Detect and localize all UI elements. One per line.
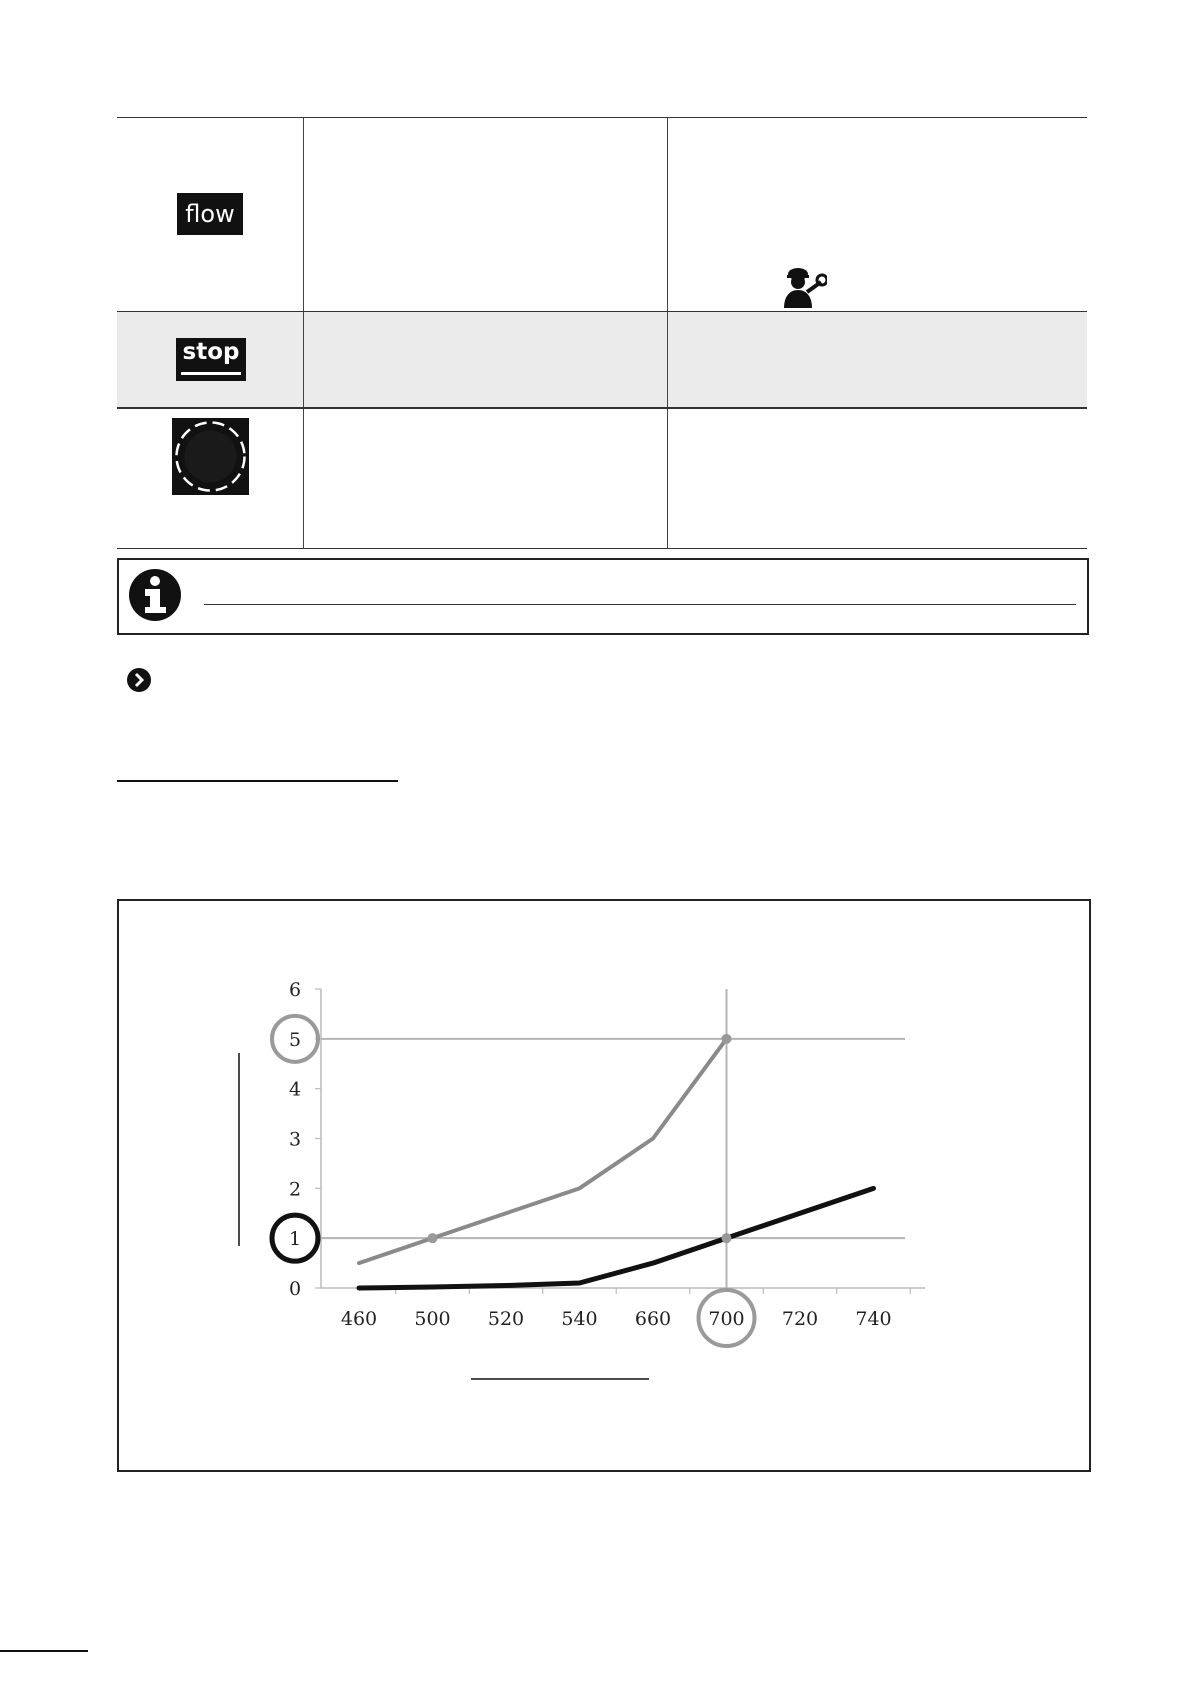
info-box (117, 558, 1089, 635)
series-line (359, 1039, 727, 1263)
table-row-rule-2 (117, 407, 1087, 409)
x-tick-label: 460 (340, 1308, 378, 1330)
table-bottom-rule (117, 548, 1087, 549)
series-point (722, 1233, 732, 1243)
series-point (722, 1034, 732, 1044)
y-tick-label: 4 (288, 1078, 302, 1101)
x-tick-label: 500 (414, 1308, 451, 1330)
y-tick-label: 2 (288, 1178, 302, 1201)
table-row-stop-shade (117, 311, 1087, 407)
table-col-divider-1b (303, 311, 304, 407)
x-tick-label: 540 (561, 1308, 598, 1330)
table-col-divider-2b (667, 311, 668, 407)
x-tick-label: 700 (708, 1308, 745, 1330)
cycle-icon-graphic (172, 418, 249, 495)
y-tick-label: 6 (288, 979, 302, 1001)
cycle-icon (172, 418, 249, 495)
x-tick-label: 520 (487, 1308, 525, 1330)
series-point (428, 1233, 438, 1243)
footer-rule (0, 1650, 88, 1652)
service-technician-icon (781, 266, 827, 310)
table-row-rule-1 (117, 311, 1087, 312)
chevron-right-icon (127, 668, 151, 692)
stop-icon-label: stop (182, 339, 240, 365)
x-tick-label: 740 (855, 1308, 892, 1330)
stop-icon (176, 338, 246, 381)
x-tick-label: 720 (781, 1308, 819, 1330)
info-text-line (204, 604, 1076, 605)
stop-icon-underline (181, 372, 241, 375)
y-tick-label: 3 (288, 1128, 302, 1151)
line-chart (119, 901, 1085, 1466)
y-tick-label: 5 (288, 1028, 302, 1051)
flow-icon-label: flow (185, 200, 235, 228)
y-tick-label: 1 (288, 1228, 302, 1251)
info-icon (128, 568, 182, 622)
flow-icon (177, 193, 243, 235)
section-heading-underline (117, 780, 398, 782)
x-tick-label: 660 (634, 1308, 672, 1330)
y-tick-label: 0 (288, 1278, 302, 1300)
table-top-rule (117, 117, 1087, 118)
